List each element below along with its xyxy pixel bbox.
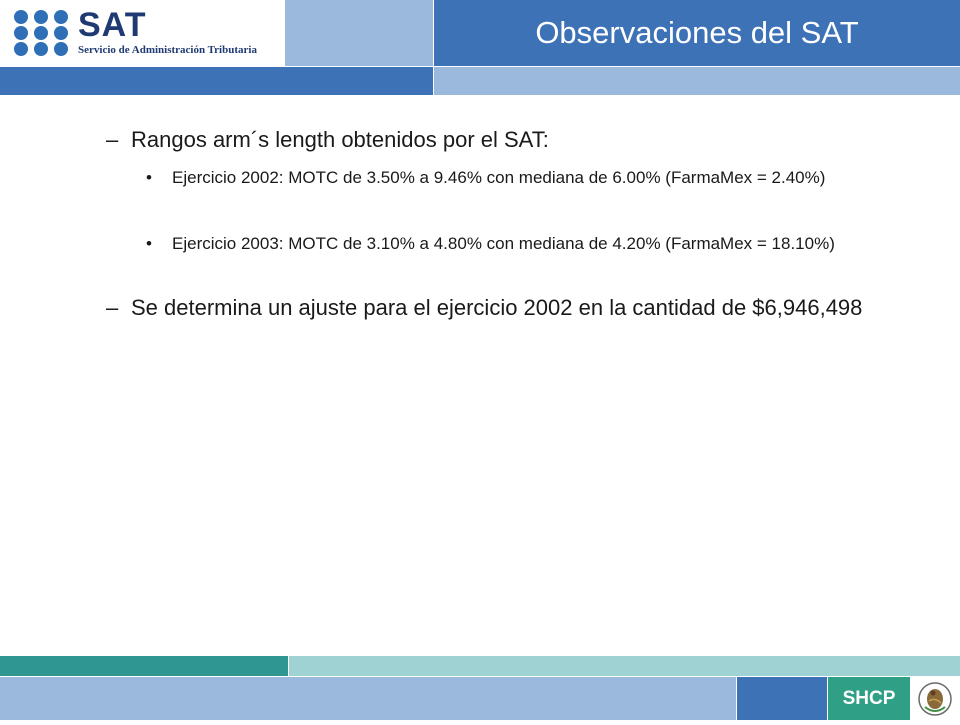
- bullet-icon: •: [146, 234, 152, 253]
- shcp-logo: SHCP: [828, 677, 910, 720]
- footer-block-blue: [737, 677, 827, 720]
- sat-logo: [0, 0, 284, 66]
- logo-subtitle: Servicio de Administración Tributaria: [78, 44, 257, 56]
- mexican-eagle-emblem-icon: [911, 677, 960, 720]
- bullet-icon: •: [146, 168, 152, 187]
- slide-title: Observaciones del SAT: [535, 15, 859, 50]
- list-item-text: Ejercicio 2003: MOTC de 3.10% a 4.80% con mediana de 4.20% (FarmaMex = 18.10%): [172, 234, 835, 253]
- sat-dots-icon: [14, 10, 70, 56]
- header-band-light: [285, 0, 433, 66]
- header-stripe-dark: [0, 67, 433, 95]
- dash-bullet: –: [106, 127, 119, 152]
- list-item-text: Se determina un ajuste para el ejercicio 2002 en la cantidad de $6,946,498: [131, 295, 863, 320]
- header-stripe-light: [434, 67, 960, 95]
- footer-stripe-light-teal: [289, 656, 960, 676]
- list-item-text: Rangos arm´s length obtenidos por el SAT:: [131, 127, 549, 152]
- footer-bar: [0, 677, 736, 720]
- list-item-text: Ejercicio 2002: MOTC de 3.50% a 9.46% con mediana de 6.00% (FarmaMex = 2.40%): [172, 168, 826, 187]
- footer-stripe-teal: [0, 656, 288, 676]
- logo-wordmark: SAT: [78, 6, 147, 44]
- dash-bullet: –: [106, 295, 119, 320]
